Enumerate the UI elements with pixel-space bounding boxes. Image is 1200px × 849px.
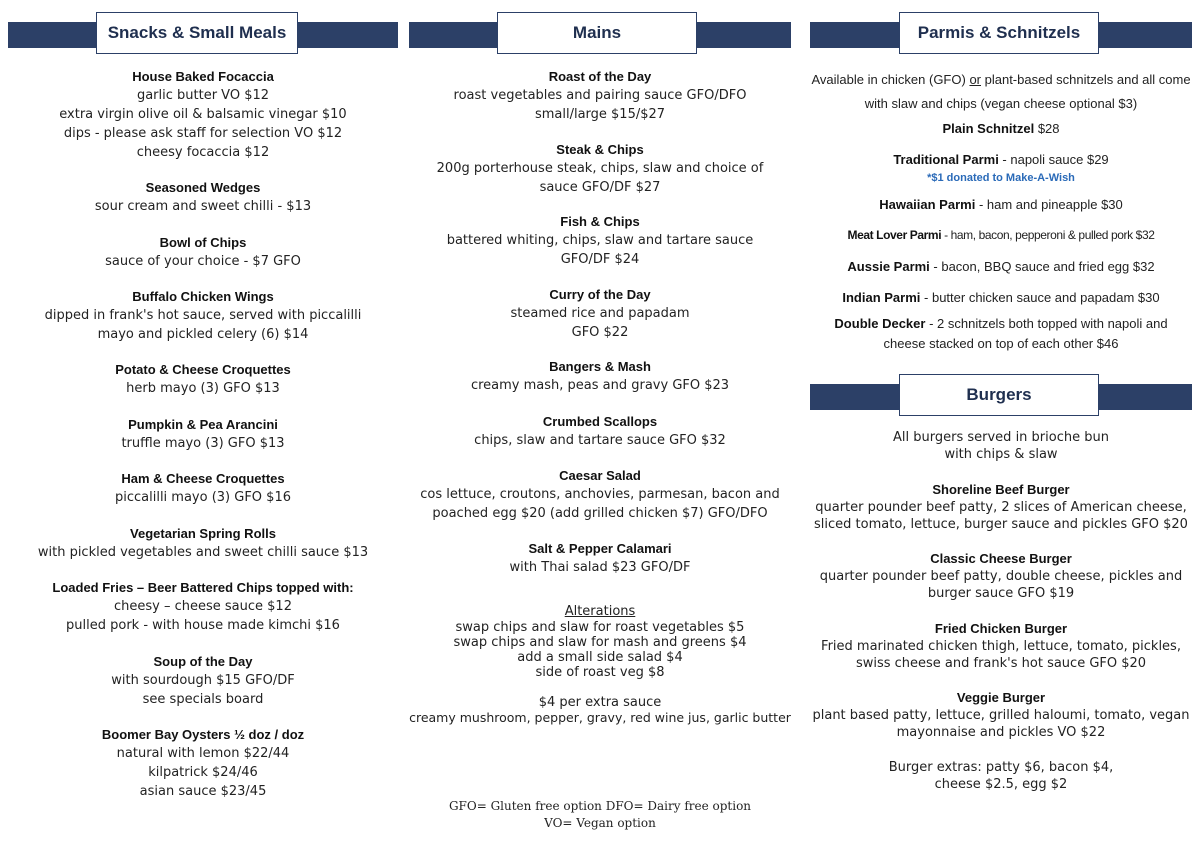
item-desc: - butter chicken sauce and papadam $30	[920, 290, 1160, 305]
item-desc: asian sauce $23/45	[139, 784, 267, 799]
item-desc: - 2 schnitzels both topped with napoli and	[925, 316, 1168, 331]
item-desc: dips - please ask staff for selection VO $12	[63, 126, 343, 141]
item-name: Curry of the Day	[549, 287, 651, 302]
menu-item	[409, 141, 791, 197]
item-name: Plain Schnitzel	[942, 121, 1035, 136]
item-desc: cheesy focaccia $12	[136, 145, 270, 160]
item-name: Indian Parmi	[842, 290, 921, 305]
item-name: Aussie Parmi	[847, 259, 930, 274]
alteration-line: swap chips and slaw for mash and greens $4	[453, 635, 747, 650]
item-name: Bowl of Chips	[159, 235, 247, 250]
parmi-item	[810, 257, 1192, 276]
intro-text: Available in chicken (GFO)	[811, 72, 970, 87]
burgers-header	[810, 362, 1192, 402]
section-title: Mains	[497, 12, 697, 54]
burger-item	[810, 481, 1192, 533]
menu-item	[8, 179, 398, 216]
item-name: Fried Chicken Burger	[934, 621, 1068, 636]
item-desc: battered whiting, chips, slaw and tartare sauce	[446, 233, 754, 248]
item-name: Traditional Parmi	[893, 152, 999, 167]
item-desc: chips, slaw and tartare sauce GFO $32	[474, 433, 726, 448]
sauce-block	[409, 695, 791, 725]
item-name: Double Decker	[834, 316, 926, 331]
item-name: Caesar Salad	[559, 468, 641, 483]
item-name: Hawaiian Parmi	[879, 197, 976, 212]
menu-item	[8, 288, 398, 344]
item-name: House Baked Focaccia	[132, 69, 274, 84]
extras-line: cheese $2.5, egg $2	[934, 777, 1068, 792]
item-desc: sliced tomato, lettuce, burger sauce and pickles GFO $20	[814, 517, 1188, 532]
intro-line: All burgers served in brioche bun	[893, 430, 1109, 445]
mains-header	[409, 0, 791, 40]
burger-extras	[810, 759, 1192, 793]
item-name: Bangers & Mash	[549, 359, 651, 374]
item-name: Steak & Chips	[556, 142, 644, 157]
burger-item	[810, 689, 1192, 741]
item-desc: pulled pork - with house made kimchi $16	[66, 618, 340, 633]
intro-or: or	[969, 72, 981, 87]
menu-item	[409, 413, 791, 450]
menu-item	[8, 68, 398, 162]
item-desc: mayonnaise and pickles VO $22	[896, 725, 1106, 740]
parmi-item	[810, 195, 1192, 214]
item-desc: dipped in frank's hot sauce, served with piccalilli	[44, 308, 362, 323]
item-desc: quarter pounder beef patty, 2 slices of American cheese,	[815, 500, 1187, 515]
item-name: Fish & Chips	[560, 214, 640, 229]
item-desc: small/large $15/$27	[534, 107, 666, 122]
item-desc: plant based patty, lettuce, grilled haloumi, tomato, vegan	[812, 708, 1190, 723]
item-desc: - napoli sauce $29	[998, 152, 1109, 167]
parmis-intro	[810, 68, 1192, 116]
parmis-column	[810, 0, 1192, 849]
snacks-header	[8, 0, 398, 40]
item-desc: truffle mayo (3) GFO $13	[121, 436, 285, 451]
item-desc: - ham, bacon, pepperoni & pulled pork $32	[941, 228, 1155, 242]
burger-item	[810, 620, 1192, 672]
section-title: Snacks & Small Meals	[96, 12, 298, 54]
item-name: Classic Cheese Burger	[930, 551, 1072, 566]
item-desc: sour cream and sweet chilli - $13	[94, 199, 312, 214]
item-desc: burger sauce GFO $19	[927, 586, 1075, 601]
item-name: Vegetarian Spring Rolls	[130, 526, 276, 541]
item-desc: - bacon, BBQ sauce and fried egg $32	[929, 259, 1155, 274]
item-name: Buffalo Chicken Wings	[132, 289, 274, 304]
item-desc: quarter pounder beef patty, double cheese, pickles and	[819, 569, 1183, 584]
menu-item	[8, 234, 398, 271]
item-desc: with pickled vegetables and sweet chilli sauce $13	[37, 545, 369, 560]
menu-item	[8, 525, 398, 562]
item-name: Boomer Bay Oysters ½ doz / doz	[101, 727, 305, 742]
parmi-item	[810, 119, 1192, 138]
menu-item	[409, 213, 791, 269]
alteration-line: side of roast veg $8	[535, 665, 665, 680]
menu-item	[8, 470, 398, 507]
item-desc: with Thai salad $23 GFO/DF	[509, 560, 691, 575]
menu-item	[409, 358, 791, 395]
intro-line: with slaw and chips (vegan cheese optional $3)	[864, 96, 1138, 111]
intro-line: with chips & slaw	[944, 447, 1058, 462]
menu-item	[8, 579, 398, 635]
alterations-block	[409, 604, 791, 680]
menu-item	[8, 726, 398, 801]
parmis-header	[810, 0, 1192, 40]
menu-item	[409, 540, 791, 577]
item-desc: with sourdough $15 GFO/DF	[111, 673, 295, 688]
item-desc: sauce of your choice - $7 GFO	[105, 254, 301, 269]
item-desc: roast vegetables and pairing sauce GFO/DFO	[453, 88, 747, 103]
menu-item	[8, 653, 398, 709]
alterations-title: Alterations	[564, 604, 636, 619]
menu-item	[8, 361, 398, 398]
item-name: Crumbed Scallops	[542, 414, 658, 429]
snacks-column	[8, 0, 398, 849]
item-desc: mayo and pickled celery (6) $14	[97, 327, 309, 342]
key-line: VO= Vegan option	[544, 816, 656, 830]
item-desc: GFO/DF $24	[560, 252, 640, 267]
wish-note: *$1 donated to Make-A-Wish	[927, 172, 1075, 184]
mains-column	[409, 0, 791, 849]
alteration-line: swap chips and slaw for roast vegetables $5	[455, 620, 745, 635]
burger-item	[810, 550, 1192, 602]
item-desc: cheese stacked on top of each other $46	[883, 336, 1119, 351]
item-name: Meat Lover Parmi	[847, 228, 942, 242]
item-desc: piccalilli mayo (3) GFO $16	[114, 490, 291, 505]
item-name: Pumpkin & Pea Arancini	[128, 417, 278, 432]
item-desc: kilpatrick $24/46	[148, 765, 258, 780]
intro-line	[810, 68, 1192, 92]
item-name: Loaded Fries – Beer Battered Chips topped with:	[52, 580, 354, 595]
key-line: GFO= Gluten free option DFO= Dairy free option	[448, 799, 752, 813]
item-name: Veggie Burger	[956, 690, 1046, 705]
alteration-line: add a small side salad $4	[517, 650, 683, 665]
section-title: Burgers	[899, 374, 1099, 416]
item-desc: cos lettuce, croutons, anchovies, parmesan, bacon and	[420, 487, 780, 502]
item-desc: steamed rice and papadam	[510, 306, 690, 321]
item-desc: garlic butter VO $12	[136, 88, 270, 103]
menu-item	[409, 286, 791, 342]
item-name: Potato & Cheese Croquettes	[115, 362, 291, 377]
item-name: Salt & Pepper Calamari	[528, 541, 672, 556]
extras-line: Burger extras: patty $6, bacon $4,	[888, 760, 1114, 775]
parmi-item	[810, 288, 1192, 307]
burgers-intro	[810, 429, 1192, 463]
parmi-item	[810, 150, 1192, 169]
sauce-list: creamy mushroom, pepper, gravy, red wine jus, garlic butter	[409, 710, 791, 725]
item-desc: creamy mash, peas and gravy GFO $23	[470, 378, 730, 393]
item-desc: herb mayo (3) GFO $13	[126, 381, 280, 396]
item-name: Roast of the Day	[548, 69, 652, 84]
item-desc: swiss cheese and frank's hot sauce GFO $20	[855, 656, 1147, 671]
item-line	[810, 314, 1192, 334]
intro-text: plant-based schnitzels and all come	[981, 72, 1191, 87]
item-desc: $28	[1034, 121, 1060, 136]
item-name: Soup of the Day	[153, 654, 253, 669]
item-desc: cheesy – cheese sauce $12	[114, 599, 292, 614]
item-name: Ham & Cheese Croquettes	[121, 471, 285, 486]
menu-item	[409, 68, 791, 124]
dietary-key	[409, 798, 791, 832]
parmi-item	[810, 314, 1192, 354]
item-desc: extra virgin olive oil & balsamic vinegar $10	[59, 107, 347, 122]
parmi-item	[810, 226, 1192, 245]
item-desc: natural with lemon $22/44	[116, 746, 290, 761]
item-name: Seasoned Wedges	[145, 180, 261, 195]
item-desc: Fried marinated chicken thigh, lettuce, tomato, pickles,	[821, 639, 1181, 654]
section-title: Parmis & Schnitzels	[899, 12, 1099, 54]
item-desc: sauce GFO/DF $27	[539, 180, 661, 195]
item-desc: 200g porterhouse steak, chips, slaw and choice of	[436, 161, 764, 176]
item-desc: see specials board	[142, 692, 264, 707]
sauce-price: $4 per extra sauce	[538, 695, 662, 710]
item-desc: GFO $22	[571, 325, 629, 340]
item-desc: poached egg $20 (add grilled chicken $7) GFO/DFO	[432, 506, 768, 521]
item-name: Shoreline Beef Burger	[932, 482, 1070, 497]
menu-item	[8, 416, 398, 453]
menu-item	[409, 467, 791, 523]
item-desc: - ham and pineapple $30	[975, 197, 1123, 212]
